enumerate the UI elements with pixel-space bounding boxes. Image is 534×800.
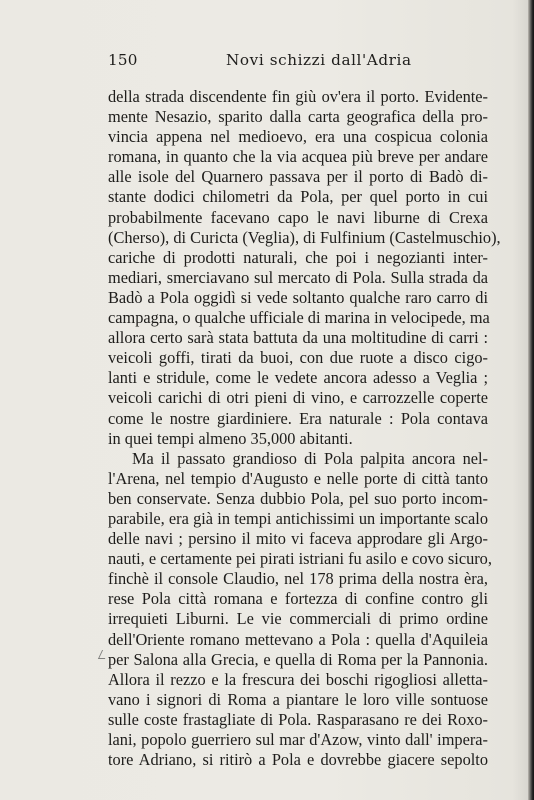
text-line: romana, in quanto che la via acquea più breve per andare [108, 147, 488, 167]
text-line: vano i signori di Roma a piantare le loro ville sontuose [108, 689, 488, 709]
text-line: Allora il rezzo e la frescura dei boschi rigogliosi alletta- [108, 669, 488, 689]
text-line: parabile, era già in tempi antichissimi un importante scalo [108, 508, 488, 528]
text-line: veicoli carichi di otri pieni di vino, e carrozzelle coperte [108, 388, 488, 408]
text-line: della strada discendente fin giù ov'era il porto. Evidente- [108, 87, 488, 106]
text-line: campagna, o qualche ufficiale di marina in velocipede, ma [108, 308, 490, 328]
text-line: vincia appena nel medioevo, era una cospicua colonia [108, 127, 488, 147]
text-line: veicoli goffi, tirati da buoi, con due ruote a disco cigo- [108, 348, 488, 368]
text-line: sulle coste frastagliate di Pola. Rasparasano re dei Roxo- [108, 709, 488, 729]
text-line: dell'Oriente romano mettevano a Pola : quella d'Aquileia [108, 629, 488, 649]
paragraph-2 [108, 448, 492, 771]
text-line: l'Arena, nel tempio d'Augusto e nelle porte di città tanto [108, 468, 488, 488]
running-title: Novi schizzi dall'Adria [226, 51, 412, 69]
text-line: come le nostre giardiniere. Era naturale : Pola contava [108, 408, 488, 428]
text-line: rese Pola città romana e fortezza di confine contro gli [108, 589, 488, 609]
text-line: (Cherso), di Curicta (Veglia), di Fulfinium (Castelmuschio), [108, 227, 501, 247]
text-line: probabilmente facevano capo le navi liburne di Crexa [108, 207, 488, 227]
text-line: nauti, e certamente pei pirati istriani fu asilo e covo sicuro, [108, 549, 492, 569]
text-line: finchè il console Claudio, nel 178 prima della nostra èra, [108, 569, 488, 589]
page-edge-shadow [528, 0, 534, 800]
text-line: irrequieti Liburni. Le vie commerciali di primo ordine [108, 609, 488, 629]
text-line: alle isole del Quarnero passava per il porto di Badò di- [108, 167, 488, 187]
text-line: ben conservate. Senza dubbio Pola, pel suo porto incom- [108, 488, 488, 508]
text-line: Ma il passato grandioso di Pola palpita ancora nel- [132, 448, 488, 468]
text-line: allora certo sarà stata battuta da una moltitudine di carri : [108, 328, 488, 348]
text-line: mente Nesazio, sparito dalla carta geografica della pro- [108, 107, 488, 127]
page-number: 150 [108, 51, 138, 69]
body-text [108, 87, 501, 770]
paragraph-1 [108, 87, 501, 449]
text-line: lanti e stridule, come le vedete ancora adesso a Veglia ; [108, 368, 488, 388]
text-line: stante dodici chilometri da Pola, per quel porto in cui [108, 187, 488, 207]
text-line: in quei tempi almeno 35,000 abitanti. [108, 428, 353, 448]
text-line: Badò a Pola oggidì si vede soltanto qualche raro carro di [108, 287, 488, 307]
text-line: mediari, smerciavano sul mercato di Pola. Sulla strada da [108, 267, 488, 287]
text-line: lani, popolo guerriero sul mar d'Azow, vinto dall' impera- [108, 730, 488, 749]
text-line: tore Adriano, si ritirò a Pola e dovrebbe giacere sepolto [108, 750, 488, 770]
text-line: per Salona alla Grecia, e quella di Roma per la Pannonia. [108, 649, 488, 669]
text-line: delle navi ; persino il mito vi faceva approdare gli Argo- [108, 529, 488, 549]
text-line: cariche di prodotti naturali, che poi i negozianti inter- [108, 247, 488, 267]
